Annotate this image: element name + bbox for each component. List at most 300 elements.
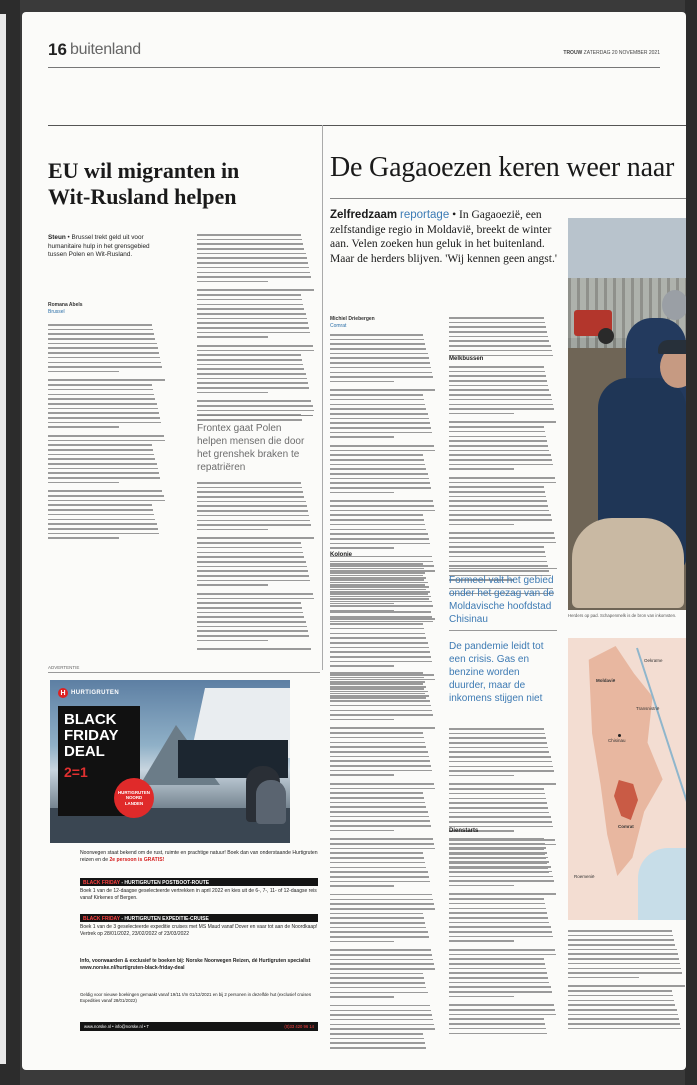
body-text-line [330, 408, 426, 410]
body-text-line [197, 327, 309, 329]
body-text-line [48, 366, 162, 368]
body-text-line [330, 367, 431, 369]
body-text-line [449, 737, 546, 739]
body-text-line [449, 345, 551, 347]
body-text-line [197, 299, 302, 301]
body-text-line [568, 1009, 677, 1011]
map-label-sea: Roemenië [574, 874, 595, 879]
body-text-line [197, 547, 302, 549]
body-text-line [330, 432, 432, 434]
body-text-line [197, 281, 268, 283]
body-text-line [330, 746, 426, 748]
body-text-line [449, 926, 551, 928]
body-text-line [48, 495, 164, 497]
body-text-line [330, 538, 429, 540]
body-text-line [449, 807, 548, 809]
left-article-intro [48, 234, 166, 260]
body-text-line [330, 982, 425, 984]
body-text-line [197, 612, 303, 614]
body-text-line [48, 458, 155, 460]
body-text-line [330, 547, 394, 549]
body-text-line [330, 661, 432, 663]
body-text-line [197, 272, 310, 274]
body-text-line [330, 941, 394, 943]
body-text-line [449, 464, 553, 466]
body-text-line [449, 936, 553, 938]
body-text-line [449, 385, 548, 387]
body-text-line [330, 691, 428, 693]
body-text-line [48, 426, 119, 428]
body-text-line [48, 477, 160, 479]
body-text-line [330, 389, 435, 391]
body-text-line [197, 491, 303, 493]
body-text-line [449, 954, 556, 956]
body-text-line [449, 510, 549, 512]
body-text-line [449, 436, 546, 438]
body-text-line [449, 336, 548, 338]
body-text-line [330, 436, 394, 438]
body-text-line [449, 880, 554, 882]
body-text-line [449, 838, 544, 840]
body-text-line [330, 362, 430, 364]
left-article-place: Brussel [48, 309, 65, 315]
body-text-line [330, 885, 394, 887]
body-text-line [449, 788, 544, 790]
right-article-body-col-3 [568, 930, 686, 1032]
body-text-line [330, 422, 430, 424]
left-article-author: Romana Abels [48, 302, 83, 308]
body-text-line [330, 899, 433, 901]
body-text-line [197, 262, 308, 264]
body-text-line [449, 857, 548, 859]
bf-offer: 2=1 [64, 764, 88, 780]
section-title: buitenland [70, 41, 141, 58]
body-text-line [330, 727, 435, 729]
body-text-line [197, 584, 268, 586]
body-text-line [330, 908, 435, 910]
body-text-line [48, 324, 152, 326]
body-text-line [449, 991, 552, 993]
body-text-line [197, 496, 304, 498]
body-text-line [449, 408, 554, 410]
left-article-pullquote: Frontex gaat Polen helpen mensen die door het grenshek braken te repatriëren [197, 415, 313, 474]
body-text-line [449, 847, 546, 849]
body-text-line [330, 732, 423, 734]
body-text-line [48, 519, 155, 521]
bf-line-3: DEAL [64, 743, 105, 760]
body-text-line [330, 665, 394, 667]
body-text-line [330, 922, 425, 924]
body-text-line [449, 399, 552, 401]
body-text-line [330, 492, 394, 494]
body-text-line [48, 417, 160, 419]
body-text-line [48, 352, 159, 354]
body-text-line [330, 572, 425, 574]
body-text-line [449, 514, 551, 516]
body-text-line [330, 797, 424, 799]
body-text-line [449, 861, 549, 863]
ad-footer [80, 1022, 318, 1031]
body-text-line [330, 806, 426, 808]
body-text-line [449, 775, 514, 777]
photo-herder-cap [658, 340, 686, 354]
body-text-line [449, 519, 552, 521]
body-text-line [197, 253, 306, 255]
body-text-line [197, 410, 314, 412]
body-text-line [330, 642, 428, 644]
body-text-line [568, 1000, 674, 1002]
body-text-line [48, 357, 160, 359]
body-text-line [330, 992, 428, 994]
body-text-line [197, 635, 309, 637]
ad-bar-2-red: BLACK FRIDAY [83, 915, 120, 922]
body-text-line [330, 413, 428, 415]
body-text-line [330, 533, 428, 535]
body-text-line [449, 977, 548, 979]
body-text-line [48, 362, 161, 364]
ad-info: Info, voorwaarden & exclusief te boeken bij: Norske Noorwegen Reizen, dé Hurtigruten specialist www.norske.nl/hurtigruten-black-friday-deal [80, 958, 311, 971]
body-text-line [48, 514, 154, 516]
body-text-line [48, 509, 153, 511]
body-text-line [568, 1028, 681, 1030]
body-text-line [449, 556, 546, 558]
hurtigruten-logo [58, 688, 119, 698]
body-text-line [48, 528, 158, 530]
right-background-edge [685, 0, 697, 1085]
body-text-line [449, 375, 546, 377]
region-map [568, 638, 686, 920]
body-text-line [330, 760, 430, 762]
body-text-line [197, 289, 314, 291]
body-text-line [449, 917, 548, 919]
body-text-line [330, 881, 430, 883]
body-text-line [330, 376, 433, 378]
body-text-line [330, 681, 425, 683]
body-text-line [197, 336, 268, 338]
right-subhead-melkbussen: Melkbussen [449, 356, 484, 362]
body-text-line [449, 491, 545, 493]
body-text-line [449, 733, 545, 735]
body-text-line [330, 1038, 424, 1040]
left-intro-text: • Brussel trekt geld uit voor humanitaire hulp in het grensgebied tussen Polen en Wit-Rusland. [48, 234, 150, 259]
body-text-line [449, 500, 547, 502]
body-text-line [449, 866, 551, 868]
photo-tractor-wheel [598, 328, 614, 344]
body-text-line [330, 1014, 432, 1016]
body-text-line [449, 1028, 546, 1030]
body-text-line [568, 995, 673, 997]
right-article-body-col-2-mid [449, 366, 557, 597]
body-text-line [330, 561, 433, 563]
right-pullquote-1: Formeel valt het gebied onder het gezag van de Moldavische hoofdstad Chisinau [449, 575, 555, 625]
body-text-line [48, 379, 165, 381]
body-text-line [449, 570, 549, 572]
left-intro-kicker: Steun [48, 234, 66, 241]
ad-top-rule [48, 672, 320, 673]
body-text-line [330, 357, 429, 359]
body-text-line [449, 413, 514, 415]
body-text-line [197, 378, 307, 380]
newspaper-page [22, 12, 686, 1070]
body-text-line [330, 973, 423, 975]
body-text-line [330, 568, 424, 570]
ad-label: ADVERTENTIE [48, 665, 80, 670]
body-text-line [197, 405, 313, 407]
pullquote-rule-2 [449, 630, 557, 631]
body-text-line [449, 747, 548, 749]
body-text-line [48, 394, 154, 396]
body-text-line [197, 313, 306, 315]
column-separator [322, 125, 323, 670]
body-text-line [48, 412, 159, 414]
body-text-line [48, 403, 157, 405]
body-text-line [48, 449, 153, 451]
body-text-line [48, 347, 158, 349]
body-text-line [330, 820, 430, 822]
right-article-body-col-1-end [330, 672, 436, 1052]
body-text-line [330, 862, 425, 864]
ad-terms: Geldig voor nieuwe boekingen gemaakt vanaf 19/11 t/m 01/12/2021 en bij 2 personen in dezelfde hut (exclusief cruises Expedities vanaf 28/01/2022) [80, 992, 312, 1003]
body-text-line [449, 968, 546, 970]
body-text-line [197, 529, 268, 531]
right-pullquote-2: De pandemie leidt tot een crisis. Gas en benzine worden duurder, maar de inkomens stijgen niet [449, 641, 544, 704]
left-article-body-col-2-bottom [197, 482, 315, 653]
body-text-line [330, 792, 423, 794]
body-text-line [48, 343, 157, 345]
body-text-line [197, 322, 308, 324]
body-text-line [568, 944, 675, 946]
body-text-line [449, 876, 553, 878]
body-text-line [449, 852, 547, 854]
body-text-line [197, 332, 310, 334]
body-text-line [330, 737, 424, 739]
left-article-body-col-1 [48, 324, 166, 546]
body-text-line [330, 710, 432, 712]
body-text-line [449, 532, 554, 534]
body-text-line [568, 939, 674, 941]
body-text-line [449, 389, 549, 391]
body-text-line [449, 802, 547, 804]
body-text-line [449, 1004, 554, 1006]
body-text-line [330, 843, 434, 845]
body-text-line [197, 630, 308, 632]
ad-image [50, 680, 290, 843]
body-text-line [330, 968, 435, 970]
body-text-line [197, 602, 301, 604]
body-text-line [330, 623, 423, 625]
body-text-line [197, 510, 308, 512]
body-text-line [197, 556, 304, 558]
body-text-line [568, 963, 680, 965]
body-text-line [449, 761, 552, 763]
body-text-line [449, 893, 556, 895]
body-text-line [330, 1028, 435, 1030]
body-text-line [330, 802, 425, 804]
body-text-line [449, 394, 551, 396]
masthead-paper: TROUW [563, 50, 583, 56]
body-text-line [330, 742, 425, 744]
body-text-line [330, 454, 423, 456]
body-text-line [330, 343, 425, 345]
body-text-line [449, 371, 545, 373]
body-text-line [449, 546, 544, 548]
body-text-line [48, 435, 164, 437]
body-text-line [330, 394, 423, 396]
body-text-line [330, 825, 431, 827]
body-text-line [197, 345, 313, 347]
left-headline-line-1: EU wil migranten in [48, 158, 240, 183]
body-text-line [197, 570, 308, 572]
ad-text-expeditie: Boek 1 van de 3 geselecteerde expeditie cruises met MS Maud vanaf Dover en vaar tot aan de Noordkaap! Vertrek op 28/01/2022, 23/02/2022 of 23/03/2022 [80, 924, 318, 937]
ad-bar-postboot [80, 878, 318, 886]
body-text-line [330, 445, 434, 447]
body-text-line [197, 524, 311, 526]
body-text-line [330, 586, 429, 588]
photo-caption: Herders op pad. Schapenmelk is de bron van inkomsten. [568, 613, 677, 618]
body-text-line [48, 371, 119, 373]
body-text-line [48, 472, 159, 474]
map-label-gag: Comrat [618, 824, 634, 829]
body-text-line [197, 593, 313, 595]
body-text-line [48, 329, 153, 331]
ad-footer-contact: www.norske.nl • info@norske.nl • T [84, 1024, 150, 1029]
right-intro-genre: reportage [399, 209, 450, 221]
body-text-line [449, 843, 545, 845]
body-text-line [449, 426, 544, 428]
body-text-line [197, 387, 309, 389]
body-text-line [449, 1009, 555, 1011]
body-text-line [449, 766, 553, 768]
body-text-line [449, 885, 514, 887]
body-text-line [197, 248, 304, 250]
body-text-line [197, 276, 311, 278]
body-text-line [330, 1047, 426, 1049]
body-text-line [330, 618, 435, 620]
body-text-line [568, 968, 681, 970]
body-text-line [449, 1018, 544, 1020]
body-text-line [197, 580, 310, 582]
body-text-line [197, 304, 303, 306]
right-article-headline: De Gagaoezen keren weer naar [330, 152, 675, 183]
map-moldova [582, 646, 666, 876]
body-text-line [449, 551, 545, 553]
body-text-line [449, 922, 549, 924]
body-text-line [449, 350, 552, 352]
body-text-line [568, 949, 677, 951]
body-text-line [449, 431, 545, 433]
ad-bar-expeditie [80, 914, 318, 922]
body-text-line [197, 542, 301, 544]
body-text-line [48, 490, 162, 492]
right-subhead-dienstarts: Dienstarts [449, 828, 479, 834]
body-text-line [330, 977, 424, 979]
body-text-line [449, 317, 544, 319]
body-text-line [330, 677, 424, 679]
right-intro-keyword: Zelfredzaam [330, 209, 398, 221]
body-text-line [48, 523, 157, 525]
right-article-body-col-2-top [449, 317, 557, 359]
hurtigruten-logo-text: HURTIGRUTEN [71, 690, 120, 696]
body-text-line [449, 798, 546, 800]
bf-line-2: FRIDAY [64, 727, 119, 744]
article-photo [568, 218, 686, 610]
ad-text-postboot: Boek 1 van de 12-daagse geselecteerde vertrekken in april 2022 en kies uit de 6-, 7-, 11- of 12-daagse reis vanaf Kirkenes of Bergen. [80, 888, 317, 901]
body-text-line [330, 647, 429, 649]
body-text-line [197, 350, 314, 352]
body-text-line [197, 487, 302, 489]
body-text-line [330, 500, 433, 502]
body-text-line [197, 239, 302, 241]
body-text-line [197, 368, 304, 370]
body-text-line [449, 756, 551, 758]
body-text-line [48, 468, 158, 470]
ad-bar-1-red: BLACK FRIDAY [83, 879, 120, 886]
body-text-line [330, 963, 434, 965]
body-text-line [330, 628, 424, 630]
body-text-line [568, 953, 678, 955]
body-text-line [48, 389, 153, 391]
body-text-line [197, 537, 314, 539]
body-text-line [449, 542, 556, 544]
body-text-line [449, 912, 547, 914]
body-text-line [568, 958, 679, 960]
body-text-line [197, 598, 314, 600]
body-text-line [330, 959, 433, 961]
body-text-line [449, 454, 551, 456]
body-text-line [449, 770, 554, 772]
body-text-line [330, 949, 431, 951]
body-text-line [330, 876, 429, 878]
body-text-line [197, 566, 307, 568]
body-text-line [330, 830, 394, 832]
body-text-line [48, 444, 152, 446]
body-text-line [197, 616, 304, 618]
body-text-line [197, 607, 302, 609]
body-text-line [330, 852, 423, 854]
body-text-line [197, 243, 303, 245]
body-text-line [449, 561, 547, 563]
body-text-line [330, 931, 428, 933]
body-text-line [330, 339, 424, 341]
ad-intro [80, 850, 318, 864]
body-text-line [48, 500, 165, 502]
body-text-line [449, 450, 549, 452]
body-text-line [449, 821, 552, 823]
body-text-line [330, 765, 431, 767]
body-text-line [330, 867, 426, 869]
body-text-line [330, 596, 431, 598]
body-text-line [330, 381, 394, 383]
hurtigruten-logo-icon: H [58, 688, 68, 698]
body-text-line [197, 561, 306, 563]
body-text-line [449, 326, 546, 328]
body-text-line [48, 408, 158, 410]
body-text-line [449, 816, 551, 818]
body-text-line [330, 987, 426, 989]
body-text-line [568, 990, 672, 992]
body-text-line [197, 621, 306, 623]
body-text-line [449, 908, 546, 910]
body-text-line [330, 996, 394, 998]
body-text-line [330, 529, 426, 531]
body-text-line [197, 308, 304, 310]
body-text-line [330, 1005, 430, 1007]
body-text-line [330, 848, 435, 850]
body-text-line [48, 454, 154, 456]
body-text-line [449, 940, 514, 942]
ad-intro-offer: 2e persoon is GRATIS! [109, 856, 165, 863]
body-text-line [48, 333, 154, 335]
